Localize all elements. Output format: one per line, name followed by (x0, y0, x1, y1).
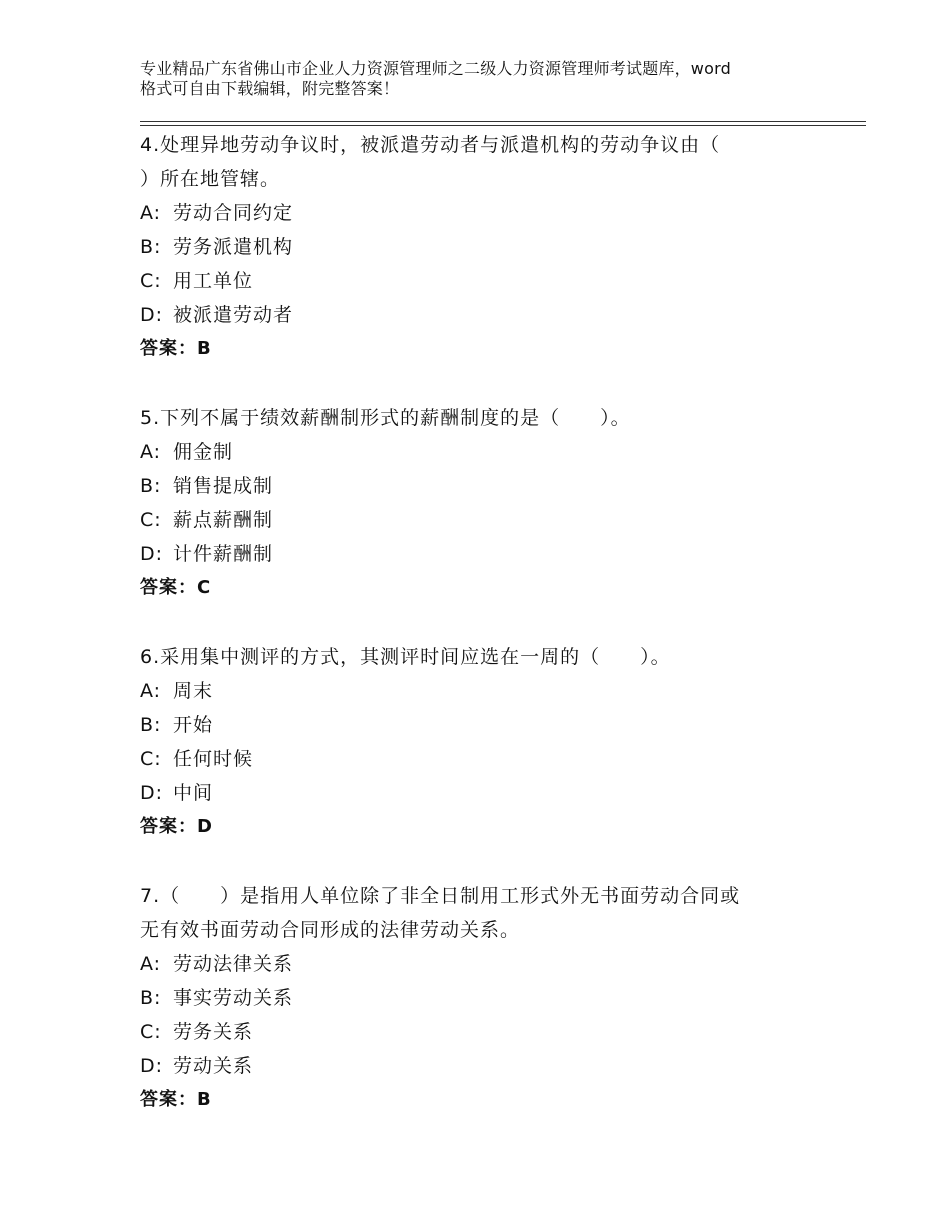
option-letter: A: (140, 202, 162, 224)
option-text: 佣金制 (173, 441, 234, 463)
option-letter: B: (140, 714, 162, 736)
option-c (140, 1015, 840, 1049)
option-letter: B: (140, 987, 162, 1009)
answer-label: 答案： (140, 577, 197, 598)
header-rule-bottom (140, 125, 866, 126)
option-b (140, 708, 840, 742)
option-letter: D: (140, 782, 164, 804)
question-stem: 4.处理异地劳动争议时，被派遣劳动者与派遣机构的劳动争议由（ (140, 134, 721, 156)
option-a (140, 435, 840, 469)
document-header (140, 59, 840, 99)
option-letter: C: (140, 1021, 162, 1043)
answer-value: B (197, 1089, 211, 1110)
question-stem: 5.下列不属于绩效薪酬制形式的薪酬制度的是（ ）。 (140, 407, 631, 429)
option-letter: A: (140, 953, 162, 975)
answer-value: C (197, 577, 211, 598)
answer-label: 答案： (140, 816, 197, 837)
question-stem: 7.（ ）是指用人单位除了非全日制用工形式外无书面劳动合同或 (140, 885, 741, 907)
answer-value: D (197, 816, 212, 837)
answer (140, 810, 840, 844)
header-rule-top (140, 121, 866, 122)
option-c (140, 264, 840, 298)
option-letter: C: (140, 509, 162, 531)
option-letter: A: (140, 680, 162, 702)
option-text: 中间 (173, 782, 214, 804)
option-text: 事实劳动关系 (173, 987, 294, 1009)
answer-label: 答案： (140, 338, 197, 359)
option-text: 劳动法律关系 (173, 953, 294, 975)
option-c (140, 742, 840, 776)
option-a (140, 947, 840, 981)
question-7 (140, 879, 840, 1117)
option-text: 劳务派遣机构 (173, 236, 294, 258)
option-b (140, 469, 840, 503)
answer (140, 571, 840, 605)
option-text: 用工单位 (173, 270, 254, 292)
option-text: 周末 (173, 680, 214, 702)
answer-label: 答案： (140, 1089, 197, 1110)
question-stem: 6.采用集中测评的方式，其测评时间应选在一周的（ ）。 (140, 646, 671, 668)
option-letter: D: (140, 1055, 164, 1077)
option-text: 劳动合同约定 (173, 202, 294, 224)
option-d (140, 776, 840, 810)
option-c (140, 503, 840, 537)
option-d (140, 298, 840, 332)
option-b (140, 230, 840, 264)
answer-value: B (197, 338, 211, 359)
question-list (140, 128, 840, 1152)
question-5 (140, 401, 840, 605)
option-text: 计件薪酬制 (173, 543, 274, 565)
option-a (140, 674, 840, 708)
question-stem-continued: 无有效书面劳动合同形成的法律劳动关系。 (140, 919, 521, 941)
question-4 (140, 128, 840, 366)
question-stem-continued: ）所在地管辖。 (140, 168, 281, 190)
option-letter: B: (140, 236, 162, 258)
option-letter: B: (140, 475, 162, 497)
option-d (140, 537, 840, 571)
option-letter: C: (140, 270, 162, 292)
answer (140, 332, 840, 366)
option-b (140, 981, 840, 1015)
option-letter: A: (140, 441, 162, 463)
option-text: 劳务关系 (173, 1021, 254, 1043)
answer (140, 1083, 840, 1117)
option-letter: D: (140, 543, 164, 565)
question-6 (140, 640, 840, 844)
option-text: 被派遣劳动者 (173, 304, 294, 326)
option-letter: C: (140, 748, 162, 770)
header-line-1: 专业精品广东省佛山市企业人力资源管理师之二级人力资源管理师考试题库，word (140, 59, 731, 78)
option-text: 薪点薪酬制 (173, 509, 274, 531)
option-d (140, 1049, 840, 1083)
header-line-2: 格式可自由下载编辑，附完整答案！ (140, 79, 400, 98)
option-letter: D: (140, 304, 164, 326)
option-a (140, 196, 840, 230)
option-text: 销售提成制 (173, 475, 274, 497)
option-text: 劳动关系 (173, 1055, 254, 1077)
option-text: 任何时候 (173, 748, 254, 770)
option-text: 开始 (173, 714, 214, 736)
